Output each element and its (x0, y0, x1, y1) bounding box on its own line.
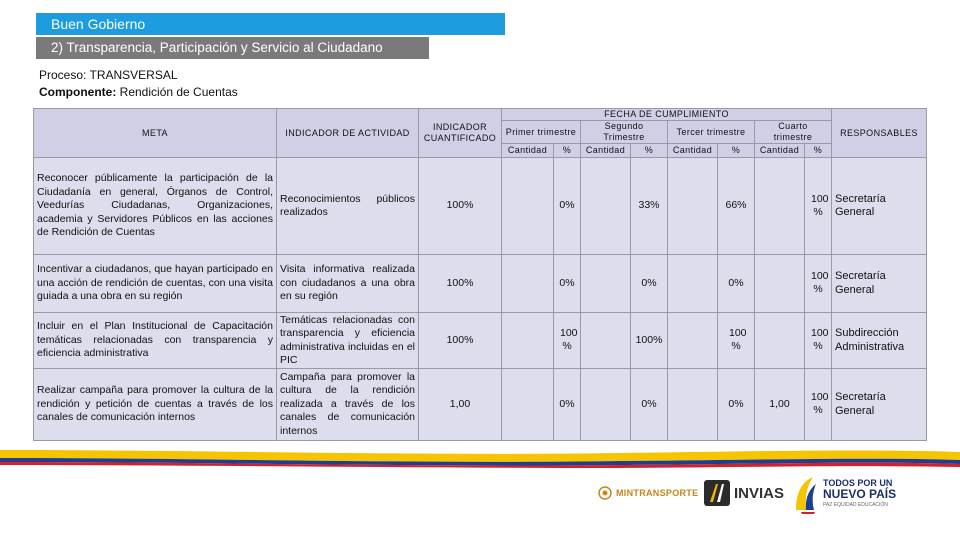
componente-label: Componente: (39, 85, 117, 99)
q1-pct-value: 100 % (560, 327, 578, 353)
header-responsables: RESPONSABLES (832, 109, 927, 158)
proceso-value: TRANSVERSAL (89, 68, 178, 82)
cell-indicador: Temáticas relacionadas con transparencia y eficiencia administrativa incluidas en el PIC (277, 313, 419, 369)
cell-q2-pct: 0% (631, 369, 668, 441)
logo-tp-line1: TODOS POR UN (823, 478, 893, 488)
q4-pct-value: 100 % (811, 192, 829, 218)
cell-q3-cantidad (668, 369, 718, 441)
q4-pct-value: 100 % (811, 327, 829, 353)
cell-indicador: Reconocimientos públicos realizados (277, 158, 419, 255)
cell-q4-pct (805, 255, 832, 313)
cell-q3-pct: 0% (718, 369, 755, 441)
header-pct: % (631, 144, 668, 158)
cell-q2-pct: 0% (631, 255, 668, 313)
cell-q1-pct: 0% (554, 255, 581, 313)
header-q3: Tercer trimestre (668, 121, 755, 144)
rendicion-cuentas-table (33, 108, 927, 441)
cell-q3-cantidad (668, 158, 718, 255)
cell-q1-cantidad (502, 313, 554, 369)
cell-cuantificado: 100% (419, 313, 502, 369)
header-indicador-cuantificado: INDICADOR CUANTIFICADO (419, 109, 502, 158)
cell-responsable: Secretaría General (832, 369, 927, 441)
cell-q3-pct: 0% (718, 255, 755, 313)
componente-value: Rendición de Cuentas (119, 85, 238, 99)
cell-q3-cantidad (668, 313, 718, 369)
header-q4: Cuarto trimestre (755, 121, 832, 144)
cell-q2-pct: 33% (631, 158, 668, 255)
logo-mintransporte-text: MINTRANSPORTE (616, 488, 699, 498)
logo-todos-por-un-nuevo-pais (793, 474, 896, 514)
cell-q4-cantidad: 1,00 (755, 369, 805, 441)
header-pct: % (554, 144, 581, 158)
table-row (34, 255, 927, 313)
logo-tp-line3: PAZ EQUIDAD EDUCACIÓN (823, 502, 888, 508)
cell-q1-cantidad (502, 255, 554, 313)
header-cantidad: Cantidad (581, 144, 631, 158)
cell-meta: Incluir en el Plan Institucional de Capacitación temáticas relacionadas con transparencia y eficiencia administrativa (34, 313, 277, 369)
cell-cuantificado: 1,00 (419, 369, 502, 441)
logo-mintransporte (598, 486, 698, 500)
table-row (34, 313, 927, 369)
section-subtitle: 2) Transparencia, Participación y Servicio al Ciudadano (51, 40, 383, 55)
cell-q1-pct (554, 313, 581, 369)
cell-q4-pct (805, 158, 832, 255)
cell-q4-cantidad (755, 313, 805, 369)
header-pct: % (805, 144, 832, 158)
invias-mark-icon (704, 480, 730, 506)
cell-cuantificado: 100% (419, 255, 502, 313)
cell-q4-pct (805, 313, 832, 369)
section-subtitle-band (36, 37, 429, 59)
table-row (34, 158, 927, 255)
logo-invias (704, 480, 784, 506)
cell-q4-cantidad (755, 255, 805, 313)
footer-logos (0, 470, 960, 530)
cell-meta: Realizar campaña para promover la cultura de la rendición y petición de cuentas a través de los canales de comunicación internos (34, 369, 277, 441)
proceso-label: Proceso: (39, 68, 87, 82)
cell-q2-pct: 100% (631, 313, 668, 369)
cell-meta: Reconocer públicamente la participación de la Ciudadanía en general, Órganos de Control, Veedurías Ciudadanas, Organizaciones, academia y Servidores Públicos en las acciones de Rendición de Cuentas (34, 158, 277, 255)
cell-q2-cantidad (581, 369, 631, 441)
q4-pct-value: 100 % (811, 391, 829, 417)
logo-invias-text: INVIAS (734, 484, 785, 502)
cell-responsable: Secretaría General (832, 158, 927, 255)
cell-q3-pct: 66% (718, 158, 755, 255)
header-pct: % (718, 144, 755, 158)
cell-q2-cantidad (581, 158, 631, 255)
header-q2: Segundo Trimestre (581, 121, 668, 144)
dove-flag-icon (793, 474, 819, 514)
cell-responsable: Secretaría General (832, 255, 927, 313)
q4-pct-value: 100 % (811, 270, 829, 296)
header-cantidad: Cantidad (668, 144, 718, 158)
componente-line (39, 85, 238, 99)
section-title: Buen Gobierno (51, 16, 146, 32)
cell-q1-cantidad (502, 158, 554, 255)
logo-tp-line2: NUEVO PAÍS (823, 487, 897, 501)
header-meta: META (34, 109, 277, 158)
cell-q4-pct (805, 369, 832, 441)
proceso-line (39, 68, 178, 82)
cell-q3-cantidad (668, 255, 718, 313)
section-title-band (36, 13, 505, 35)
header-fecha: FECHA DE CUMPLIMIENTO (502, 109, 832, 121)
cell-meta: Incentivar a ciudadanos, que hayan participado en una acción de rendición de cuentas, con una visita guiada a una obra en su región (34, 255, 277, 313)
cell-q1-pct: 0% (554, 369, 581, 441)
cell-responsable: Subdirección Administrativa (832, 313, 927, 369)
flag-stripe-decoration (0, 448, 960, 468)
q3-pct-value: 100 % (729, 327, 747, 353)
header-q1: Primer trimestre (502, 121, 581, 144)
cell-indicador: Campaña para promover la cultura de la rendición realizada a través de los canales de comunicación internos (277, 369, 419, 441)
header-indicador-actividad: INDICADOR DE ACTIVIDAD (277, 109, 419, 158)
header-cantidad: Cantidad (502, 144, 554, 158)
cell-q2-cantidad (581, 255, 631, 313)
cell-q2-cantidad (581, 313, 631, 369)
header-cantidad: Cantidad (755, 144, 805, 158)
cell-q1-pct: 0% (554, 158, 581, 255)
cell-q4-cantidad (755, 158, 805, 255)
cell-q3-pct (718, 313, 755, 369)
logo-tp-text (823, 478, 896, 510)
table-row (34, 369, 927, 441)
colombia-shield-icon (598, 486, 612, 500)
cell-cuantificado: 100% (419, 158, 502, 255)
cell-indicador: Visita informativa realizada con ciudadanos a una obra en su región (277, 255, 419, 313)
cell-q1-cantidad (502, 369, 554, 441)
